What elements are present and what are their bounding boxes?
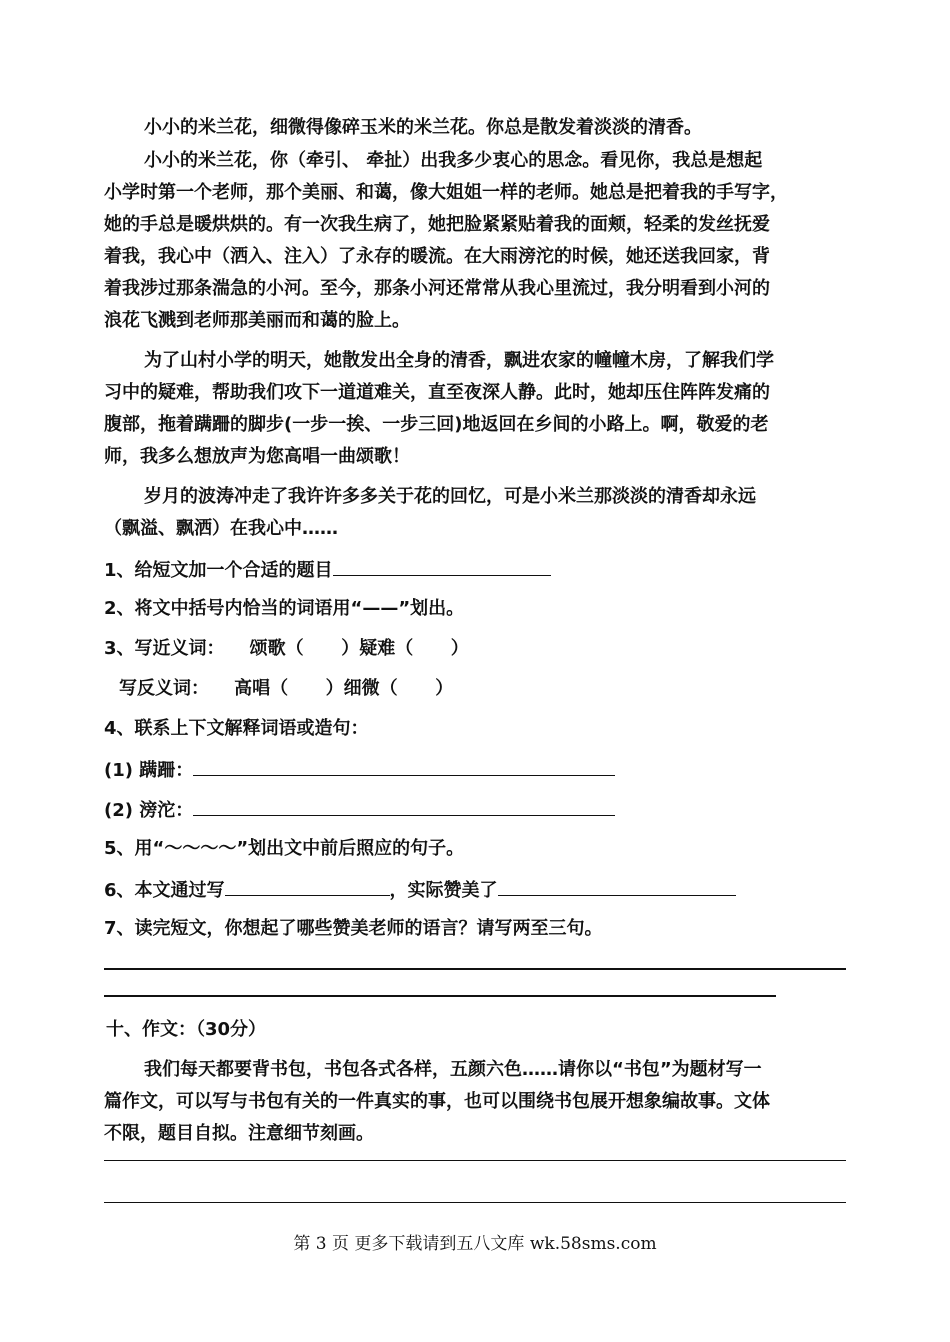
passage-paragraph-3-line: 师，我多么想放声为您高唱一曲颂歌！	[104, 446, 410, 467]
question-6: 6、本文通过写 ，实际赞美了	[104, 877, 736, 903]
passage-paragraph-2-line: 浪花飞溅到老师那美丽而和蔼的脸上。	[104, 310, 410, 331]
composition-prompt-line: 不限，题目自拟。注意细节刻画。	[104, 1123, 374, 1144]
composition-prompt-line: 篇作文，可以写与书包有关的一件真实的事，也可以围绕书包展开想象编故事。文体	[104, 1091, 770, 1112]
question-3-antonyms: 写反义词： 高唱（ ）细微（ ）	[119, 678, 454, 699]
passage-paragraph-3-line: 习中的疑难，帮助我们攻下一道道难关，直至夜深人静。此时，她却压住阵阵发痛的	[104, 382, 770, 403]
question-5: 5、用“～～～～”划出文中前后照应的句子。	[104, 838, 465, 859]
writing-line[interactable]	[104, 1202, 846, 1203]
passage-paragraph-2-line: 着我，我心中（洒入、注入）了永存的暖流。在大雨滂沱的时候，她还送我回家，背	[104, 246, 770, 267]
question-7: 7、读完短文，你想起了哪些赞美老师的语言？请写两至三句。	[104, 918, 603, 939]
answer-blank[interactable]	[498, 877, 736, 896]
writing-line[interactable]	[104, 1160, 846, 1161]
answer-blank[interactable]	[193, 797, 615, 816]
passage-paragraph-3-line: 腹部，拖着蹒跚的脚步(一步一挨、一步三回)地返回在乡间的小路上。啊，敬爱的老	[104, 414, 769, 435]
passage-paragraph-1: 小小的米兰花，细微得像碎玉米的米兰花。你总是散发着淡淡的清香。	[144, 117, 702, 138]
question-1: 1、给短文加一个合适的题目	[104, 557, 551, 583]
page-footer: 第 3 页 更多下载请到五八文库 wk.58sms.com	[293, 1234, 657, 1254]
answer-line[interactable]	[104, 995, 776, 997]
passage-paragraph-2-line: 着我涉过那条湍急的小河。至今，那条小河还常常从我心里流过，我分明看到小河的	[104, 278, 770, 299]
question-3-synonyms: 3、写近义词： 颂歌（ ）疑难（ ）	[104, 638, 469, 659]
question-4-item-1: (1) 蹒跚：	[104, 757, 615, 783]
composition-heading: 十、作文：（30分）	[106, 1019, 267, 1040]
question-2: 2、将文中括号内恰当的词语用“——”划出。	[104, 598, 465, 619]
passage-paragraph-4-line: （飘溢、飘洒）在我心中……	[104, 518, 338, 539]
question-4: 4、联系上下文解释词语或造句：	[104, 718, 369, 739]
answer-blank[interactable]	[225, 877, 390, 896]
answer-blank[interactable]	[193, 757, 615, 776]
title-answer-blank[interactable]	[333, 557, 551, 576]
answer-line[interactable]	[104, 968, 846, 970]
passage-paragraph-4-line: 岁月的波涛冲走了我许许多多关于花的回忆，可是小米兰那淡淡的清香却永远	[144, 486, 756, 507]
passage-paragraph-3-line: 为了山村小学的明天，她散发出全身的清香，飘进农家的幢幢木房，了解我们学	[144, 350, 774, 371]
passage-paragraph-2-line: 小小的米兰花，你（牵引、 牵扯）出我多少衷心的思念。看见你，我总是想起	[144, 150, 763, 171]
passage-paragraph-2-line: 她的手总是暖烘烘的。有一次我生病了，她把脸紧紧贴着我的面颊，轻柔的发丝抚爱	[104, 214, 770, 235]
question-4-item-2: (2) 滂沱：	[104, 797, 615, 823]
composition-prompt-line: 我们每天都要背书包，书包各式各样，五颜六色……请你以“书包”为题材写一	[144, 1059, 762, 1080]
passage-paragraph-2-line: 小学时第一个老师，那个美丽、和蔼，像大姐姐一样的老师。她总是把着我的手写字，	[104, 182, 788, 203]
